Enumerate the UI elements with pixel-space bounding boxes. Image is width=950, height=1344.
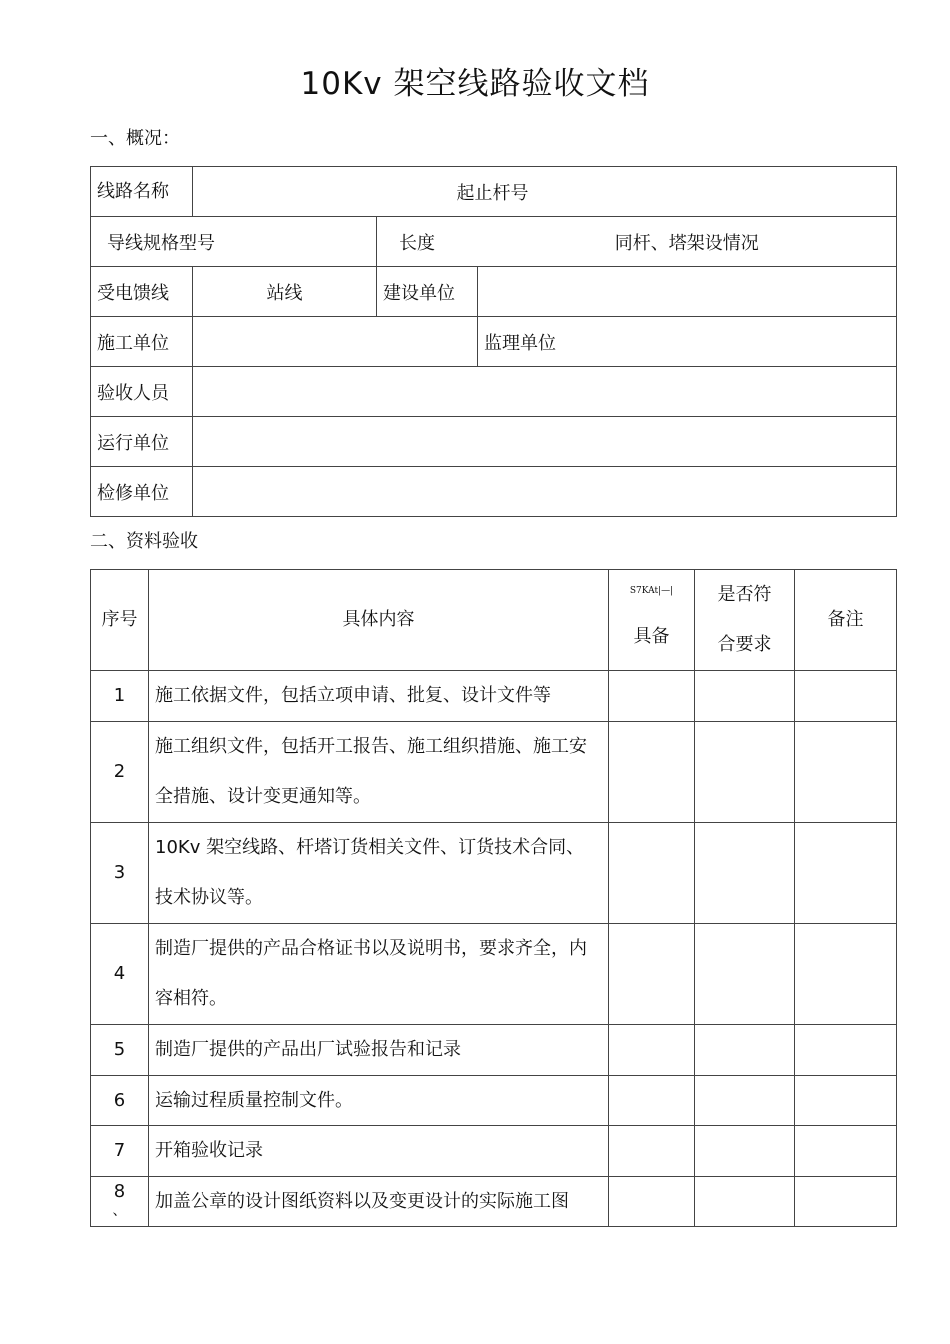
row-content: 施工组织文件，包括开工报告、施工组织措施、施工安全措施、设计变更通知等。: [149, 722, 609, 823]
row-no: 5: [91, 1025, 149, 1076]
table-row: [91, 722, 897, 823]
row-remark: [795, 1126, 897, 1177]
operator-value: [193, 417, 897, 467]
row-ready: [609, 1177, 695, 1227]
row-conform: [695, 1126, 795, 1177]
row-ready: [609, 924, 695, 1025]
station-line-label: 站线: [193, 267, 377, 317]
table-row: [91, 823, 897, 924]
section-docs-heading: 二、资料验收: [90, 531, 198, 552]
row-ready: [609, 1025, 695, 1076]
overview-table: [90, 166, 897, 517]
row-conform: [695, 722, 795, 823]
row-no: 2: [91, 722, 149, 823]
row-conform: [695, 1076, 795, 1126]
row-content: 开箱验收记录: [149, 1126, 609, 1177]
maintenance-value: [193, 467, 897, 517]
row-remark: [795, 1025, 897, 1076]
row-content: 加盖公章的设计图纸资料以及变更设计的实际施工图: [149, 1177, 609, 1227]
row-remark: [795, 924, 897, 1025]
construction-owner-value: [478, 267, 897, 317]
row-ready: [609, 722, 695, 823]
operator-label: 运行单位: [91, 417, 193, 467]
header-no: 序号: [91, 570, 149, 671]
row-remark: [795, 1177, 897, 1227]
construction-owner-label: 建设单位: [377, 267, 478, 317]
row-content: 运输过程质量控制文件。: [149, 1076, 609, 1126]
feeder-label: 受电馈线: [91, 267, 193, 317]
row-ready: [609, 823, 695, 924]
row-no: 1: [91, 671, 149, 722]
start-end-pole-label: 起止杆号: [193, 167, 897, 217]
row-no: 8 、: [91, 1177, 149, 1227]
header-tiny-text: S7KAt|—|: [629, 586, 674, 596]
row-conform: [695, 823, 795, 924]
row-conform: [695, 1177, 795, 1227]
builder-label: 施工单位: [91, 317, 193, 367]
header-remark: 备注: [795, 570, 897, 671]
document-title: 10Kv 架空线路验收文档: [300, 66, 650, 102]
row-ready: [609, 1126, 695, 1177]
supervisor-label: 监理单位: [478, 317, 897, 367]
row-content: 制造厂提供的产品合格证书以及说明书，要求齐全，内容相符。: [149, 924, 609, 1025]
builder-value: [193, 317, 478, 367]
row-ready: [609, 671, 695, 722]
row-no: 4: [91, 924, 149, 1025]
row-content: 制造厂提供的产品出厂试验报告和记录: [149, 1025, 609, 1076]
row-conform: [695, 671, 795, 722]
table-row: [91, 924, 897, 1025]
row-remark: [795, 671, 897, 722]
row-no: 7: [91, 1126, 149, 1177]
header-ready: [609, 570, 695, 671]
row-remark: [795, 722, 897, 823]
table-row: [91, 1126, 897, 1177]
row-remark: [795, 1076, 897, 1126]
row-conform: [695, 1025, 795, 1076]
header-conform: 是否符 合要求: [695, 570, 795, 671]
maintenance-label: 检修单位: [91, 467, 193, 517]
same-pole-label: 同杆、塔架设情况: [614, 232, 759, 254]
row-conform: [695, 924, 795, 1025]
table-row: [91, 1177, 897, 1227]
table-row: [91, 671, 897, 722]
row-no: 3: [91, 823, 149, 924]
section-overview-heading: 一、概况：: [90, 128, 180, 149]
length-cell: [377, 217, 897, 267]
row-content: 施工依据文件，包括立项申请、批复、设计文件等: [149, 671, 609, 722]
table-row: [91, 1025, 897, 1076]
conductor-spec-label: 导线规格型号: [91, 217, 377, 267]
header-content: 具体内容: [149, 570, 609, 671]
row-ready: [609, 1076, 695, 1126]
row-mark: 、: [112, 1203, 127, 1219]
inspectors-label: 验收人员: [91, 367, 193, 417]
length-label: 长度: [399, 232, 435, 254]
row-no: 6: [91, 1076, 149, 1126]
table-row: [91, 1076, 897, 1126]
row-content: 10Kv 架空线路、杆塔订货相关文件、订货技术合同、技术协议等。: [149, 823, 609, 924]
header-ready-label: 具备: [633, 626, 670, 647]
row-remark: [795, 823, 897, 924]
line-name-label: 线路名称: [91, 167, 193, 217]
inspectors-value: [193, 367, 897, 417]
docs-table: [90, 569, 897, 1227]
